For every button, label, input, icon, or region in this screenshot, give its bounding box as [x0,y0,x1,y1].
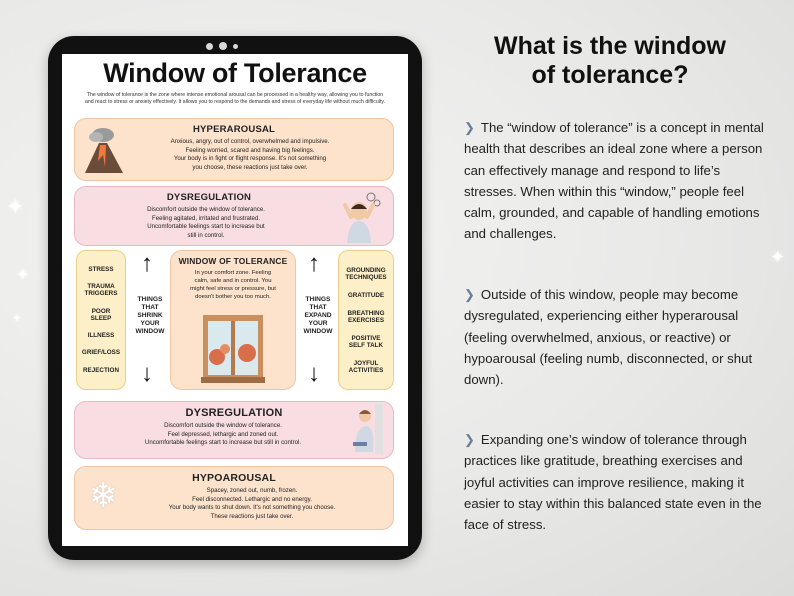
snowflake-icon: ❄ [89,477,118,515]
sparkle-icon: ✦ [12,311,23,325]
expand-item: GROUNDING TECHNIQUES [345,266,387,281]
shrink-item: ILLNESS [87,332,115,340]
sad-person-icon [345,404,385,454]
hyperarousal-text: Anxious, angry, out of control, overwhelmed and impulsive. Feeling worried, scared and having big feelings. Your body is in fight or flight response. It's not something you choose, these reactions just take over. [170,138,330,171]
hypoarousal-text: Spacey, zoned out, numb, frozen. Feel disconnected. Lethargic and no energy. Your body wants to shut down. It's not something you choose. These reactions just take over. [168,487,336,520]
expand-item: POSITIVE SELF TALK [348,334,384,349]
expand-label: THINGS THAT EXPAND YOUR WINDOW [303,296,333,335]
chevron-right-icon: ❯ [464,432,475,447]
dysregulation-top-card [74,186,394,246]
poster-screen [62,54,408,546]
shrink-item: POOR SLEEP [90,307,112,322]
expand-list [338,250,394,390]
arrow-up-icon: ↑ [308,250,320,277]
volcano-icon [81,127,125,175]
stressed-person-icon [337,191,383,243]
dysregulation-bottom-text: Discomfort outside the window of tolerance. Feel depressed, lethargic and zoned out. Uncomfortable feelings start to increase but still in control. [144,422,302,447]
paragraph: ❯ The “window of tolerance” is a concept in mental health that describes an ideal zone where a person can effectively manage and respond to life’s stresses. When within this “window,” people feel calm, grounded, and capable of handling emotions and challenges. [464,120,764,242]
hyperarousal-title: HYPERAROUSAL [192,124,276,135]
shrink-item: STRESS [88,266,114,274]
window-card [170,250,296,390]
window-title: WINDOW OF TOLERANCE [178,256,288,266]
shrink-list [76,250,126,390]
expand-item: JOYFUL ACTIVITIES [348,359,384,374]
sparkle-icon: ✦ [6,194,25,219]
poster-title: Window of Tolerance [103,58,367,88]
dysregulation-bottom-card [74,401,394,459]
arrow-up-icon: ↑ [141,250,153,277]
window-icon [201,313,265,385]
camera-dot [233,44,238,49]
tablet-frame [48,36,422,560]
paragraph: ❯ Outside of this window, people may become dysregulated, experiencing either hyperarousal (feeling overwhelmed, anxious, or reactive) or hypoarousal (feeling numb, disconnected, or shut down). [464,287,753,388]
window-text: In your comfort zone. Feeling calm, safe and in control. You might feel stress or pressure, but doesn't bother you too much. [190,270,276,300]
paragraph: ❯ Expanding one’s window of tolerance through practices like gratitude, breathing exercises and joyful activities can improve resilience, making it easier to stay within this balanced state even in the face of stress. [464,432,762,533]
shrink-item: GRIEF/LOSS [81,349,121,357]
chevron-right-icon: ❯ [464,287,475,302]
sparkle-icon: ✦ [770,247,786,267]
shrink-label: THINGS THAT SHRINK YOUR WINDOW [135,296,165,335]
dysregulation-top-text: Discomfort outside the window of tolerance. Feeling agitated, irritated and frustrated. Uncomfortable feelings start to increase but still in control. [147,206,265,239]
arrow-down-icon: ↓ [308,360,320,387]
dysregulation-top-title: DYSREGULATION [166,192,252,203]
dysregulation-bottom-title: DYSREGULATION [185,407,283,419]
shrink-item: REJECTION [82,366,120,374]
hyperarousal-card [74,118,394,181]
arrow-down-icon: ↓ [141,360,153,387]
poster-intro: The window of tolerance is the zone where intense emotional arousal can be processed in a healthy way, allowing you to function and react to stress or anxiety effectively. It allows you to respond to the demands and stress of everyday life without much difficulty. [84,92,386,106]
camera-dot [206,43,213,50]
sparkle-icon: ✦ [16,267,30,284]
chevron-right-icon: ❯ [464,120,475,135]
hypoarousal-card [74,466,394,530]
page-heading: What is the window of tolerance? [494,32,726,89]
expand-item: GRATITUDE [347,291,385,299]
expand-item: BREATHING EXERCISES [347,309,385,324]
camera-dot [219,42,227,50]
shrink-item: TRAUMA TRIGGERS [84,283,118,298]
hypoarousal-title: HYPOAROUSAL [192,472,276,484]
